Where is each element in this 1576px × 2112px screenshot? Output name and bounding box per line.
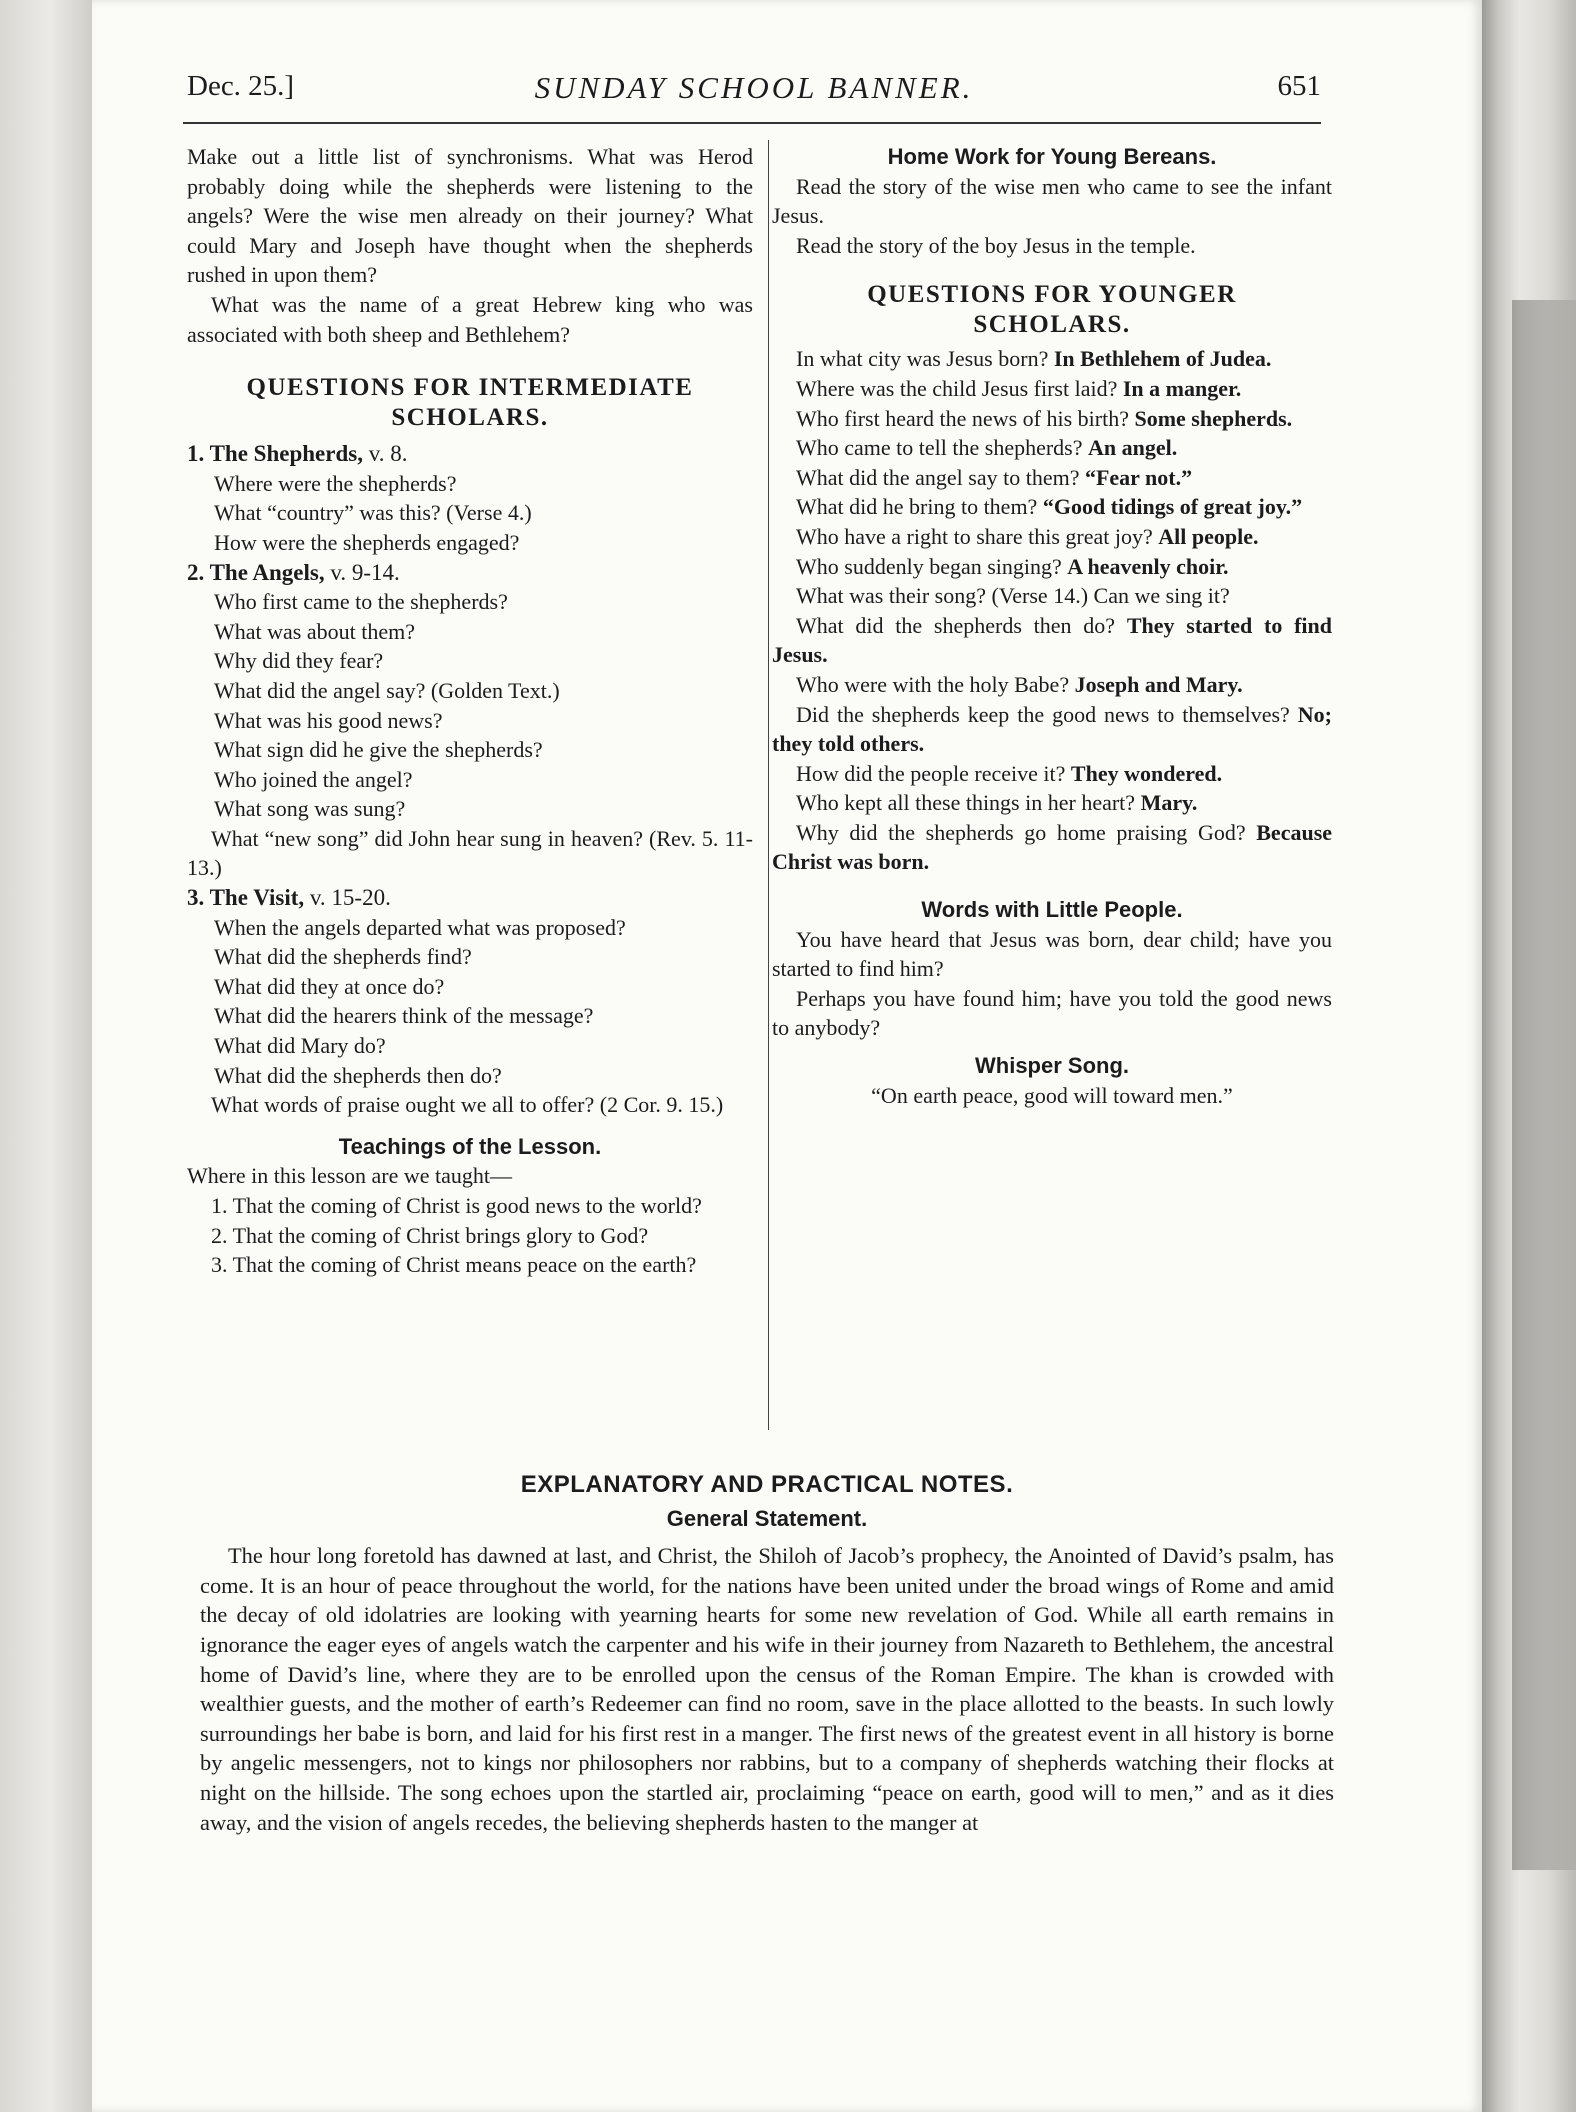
qa-item: What did the shepherds then do? They started to find Jesus. (772, 612, 1332, 668)
qa-item: Who suddenly began singing? A heavenly choir. (796, 553, 1229, 579)
qa-item: Who were with the holy Babe? Joseph and Mary. (796, 671, 1243, 697)
qa-item: Who first heard the news of his birth? Some shepherds. (796, 405, 1293, 431)
qa-item: What was their song? (Verse 14.) Can we sing it? (796, 583, 1230, 609)
question: When the angels departed what was proposed? (214, 914, 626, 940)
question: What did the shepherds find? (214, 944, 472, 970)
teaching-item: 3. That the coming of Christ means peace on the earth? (211, 1252, 697, 1278)
header-date: Dec. 25.] (187, 70, 295, 102)
home-work-heading: Home Work for Young Bereans. (887, 144, 1217, 169)
qa-item: What did he bring to them? “Good tidings of great joy.” (796, 494, 1303, 520)
question: Where were the shepherds? (214, 470, 457, 496)
section-heading: 3. The Visit, v. 15-20. (187, 885, 391, 911)
qa-item: Did the shepherds keep the good news to themselves? No; they told others. (772, 701, 1333, 757)
question: Who joined the angel? (214, 766, 413, 792)
qa-item: Where was the child Jesus first laid? In a manger. (796, 375, 1242, 401)
qa-item: Who kept all these things in her heart? Mary. (796, 790, 1198, 816)
teachings-heading: Teachings of the Lesson. (338, 1133, 602, 1159)
right-column (772, 142, 1332, 1110)
notes-heading: EXPLANATORY AND PRACTICAL NOTES. (520, 1471, 1014, 1498)
qa-item: What did the angel say to them? “Fear not.” (796, 464, 1193, 490)
teaching-item: 1. That the coming of Christ is good news to the world? (211, 1193, 702, 1218)
question: What was about them? (214, 618, 415, 644)
question: Why did they fear? (214, 648, 384, 674)
page-number: 651 (1277, 70, 1321, 102)
question: What words of praise ought we all to offer? (2 Cor. 9. 15.) (211, 1092, 724, 1118)
words-line: You have heard that Jesus was born, dear child; have you started to find him? (772, 926, 1332, 982)
qa-item: Who have a right to share this great joy? All people. (796, 523, 1259, 549)
question: What song was sung? (214, 796, 406, 822)
left-column (187, 142, 753, 1280)
home-work-line: Read the story of the wise men who came to see the infant Jesus. (772, 173, 1332, 229)
whisper-text: “On earth peace, good will toward men.” (871, 1082, 1233, 1108)
section-heading: 2. The Angels, v. 9-14. (187, 559, 400, 585)
header-title: SUNDAY SCHOOL BANNER. (534, 70, 974, 105)
question: What did the angel say? (Golden Text.) (214, 677, 560, 703)
question: What did the shepherds then do? (214, 1062, 502, 1088)
question: What “new song” did John hear sung in heaven? (Rev. 5. 11-13.) (187, 825, 753, 881)
whisper-heading: Whisper Song. (975, 1053, 1129, 1079)
question: What did they at once do? (214, 973, 445, 999)
words-heading: Words with Little People. (921, 897, 1183, 923)
book-gutter-left (0, 0, 92, 2112)
section-heading: 1. The Shepherds, v. 8. (187, 441, 408, 467)
notes-section (200, 1470, 1334, 1837)
question: What was his good news? (214, 707, 443, 733)
intro-paragraph: Make out a little list of synchronisms. What was Herod probably doing while the shepherds were listening to the angels? Were the wise men already on their journey? What could Mary and Joseph have thought when the shepherds rushed in upon them? (187, 144, 753, 288)
notes-subheading: General Statement. (666, 1505, 868, 1531)
teachings-intro: Where in this lesson are we taught— (187, 1163, 513, 1189)
book-edge-shadow (1512, 300, 1576, 1870)
question: What sign did he give the shepherds? (214, 737, 543, 763)
intermediate-heading: QUESTIONS FOR INTERMEDIATE SCHOLARS. (246, 374, 694, 432)
general-statement: The hour long foretold has dawned at last, and Christ, the Shiloh of Jacob’s prophecy, the Anointed of David’s psalm, has come. It is an hour of peace throughout the world, for the nations have been united under the broad wings of Rome and amid the decay of old idolatries are looking with yearning hearts for some new revelation of God. While all earth remains in ignorance the eager eyes of angels watch the carpenter and his wife in their journey from Nazareth to Bethlehem, the ancestral home of David’s line, where they are to be enrolled upon the census of the Roman Empire. The khan is crowded with wealthier guests, and the mother of earth’s Redeemer can find no room, save in the place allotted to the beasts. In such lowly surroundings her babe is born, and laid for his first rest in a manger. The first news of the greatest event in all history is borne by angelic messengers, not to kings nor philosophers nor rabbins, but to a company of shepherds watching their flocks at night on the hillside. The song echoes upon the startled air, proclaiming “peace on earth, good will to men,” and as it dies away, and the vision of angels recedes, the believing shepherds hasten to the manger at (200, 1543, 1334, 1835)
qa-item: How did the people receive it? They wondered. (796, 760, 1223, 786)
question: What “country” was this? (Verse 4.) (214, 500, 532, 526)
qa-item: Who came to tell the shepherds? An angel. (796, 435, 1178, 461)
home-work-line: Read the story of the boy Jesus in the temple. (796, 232, 1196, 258)
running-header (187, 70, 1321, 114)
words-line: Perhaps you have found him; have you told the good news to anybody? (772, 985, 1332, 1041)
question: How were the shepherds engaged? (214, 529, 520, 555)
qa-item: Why did the shepherds go home praising God? Because Christ was born. (772, 819, 1333, 875)
header-rule (183, 122, 1321, 124)
intro-paragraph: What was the name of a great Hebrew king who was associated with both sheep and Bethlehem? (187, 291, 753, 347)
younger-heading: QUESTIONS FOR YOUNGER SCHOLARS. (867, 281, 1237, 339)
question: What did the hearers think of the message? (214, 1003, 594, 1029)
question: What did Mary do? (214, 1033, 386, 1059)
question: Who first came to the shepherds? (214, 589, 508, 615)
teaching-item: 2. That the coming of Christ brings glory to God? (211, 1222, 649, 1248)
column-divider (768, 140, 769, 1430)
qa-item: In what city was Jesus born? In Bethlehem of Judea. (796, 346, 1272, 372)
